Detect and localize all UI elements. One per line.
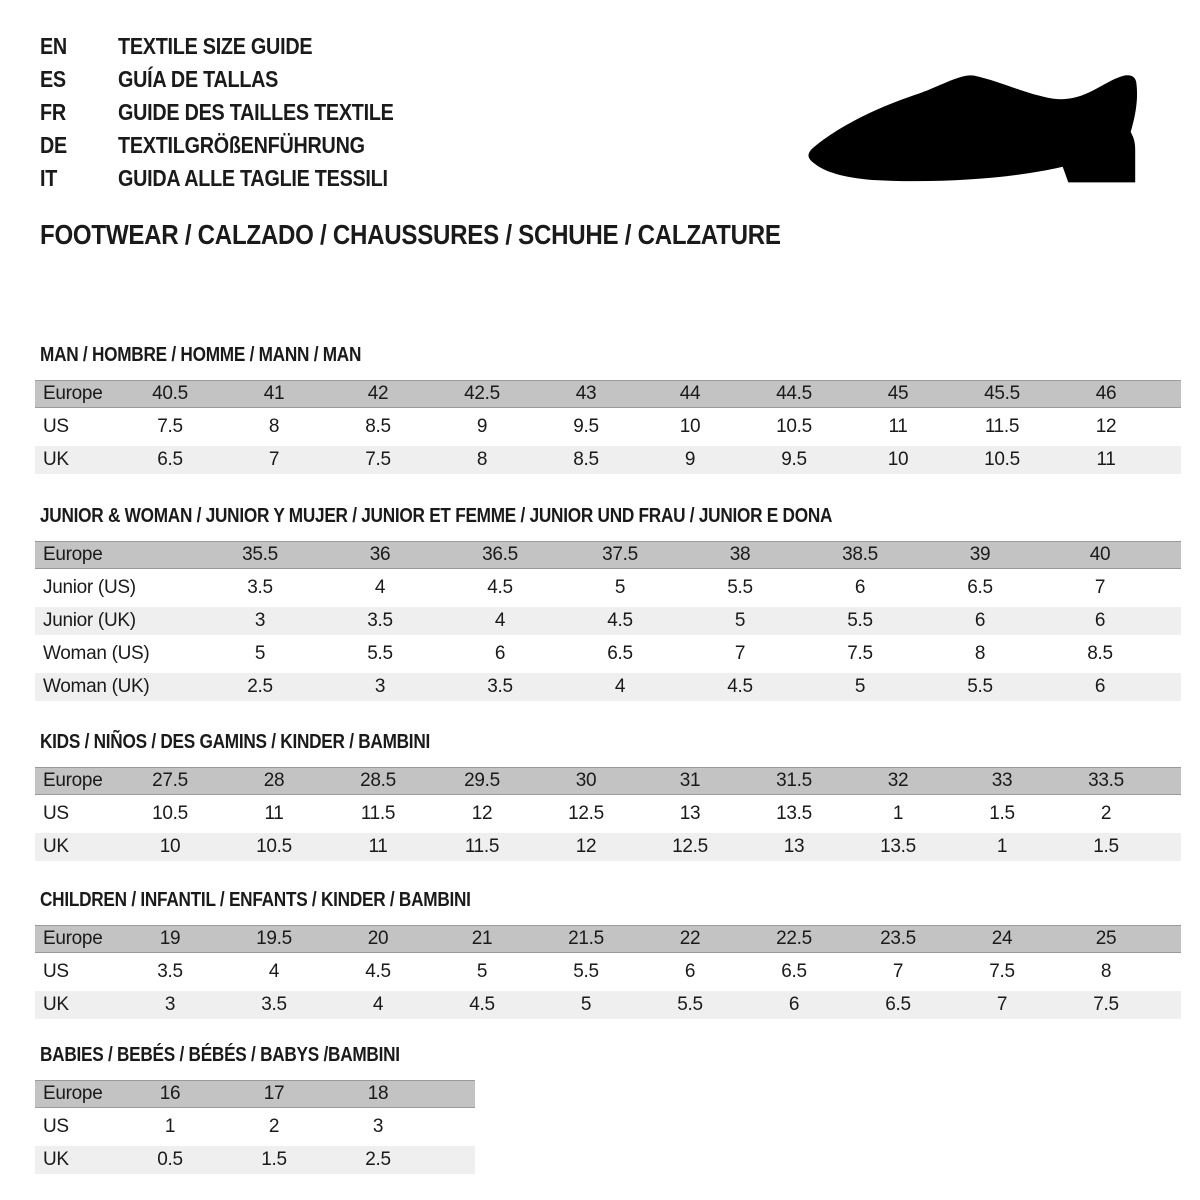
- language-code: DE: [40, 132, 67, 158]
- language-label: GUIDA ALLE TAGLIE TESSILI: [118, 165, 388, 191]
- size-cell: 13: [742, 833, 846, 861]
- table-row: [35, 833, 1181, 861]
- size-cell: 2.5: [326, 1146, 430, 1174]
- table-row: [35, 958, 1181, 986]
- table-row: [35, 800, 1181, 828]
- size-cell: 19.5: [222, 925, 326, 953]
- size-cell: 7.5: [1054, 991, 1158, 1019]
- size-table-junior-woman: [35, 536, 1181, 706]
- row-filler-cell: [1158, 767, 1181, 795]
- size-cell: 6.5: [920, 574, 1040, 602]
- size-table-man: [35, 375, 1181, 479]
- table-row: [35, 673, 1181, 701]
- size-cell: 5.5: [800, 607, 920, 635]
- size-cell: 1: [846, 800, 950, 828]
- size-cell: 12.5: [534, 800, 638, 828]
- row-filler-cell: [1158, 800, 1181, 828]
- language-row-en: [40, 30, 439, 63]
- size-cell: 31.5: [742, 767, 846, 795]
- size-cell: 6.5: [560, 640, 680, 668]
- size-cell: 10.5: [950, 446, 1054, 474]
- size-cell: 29.5: [430, 767, 534, 795]
- size-cell: 11: [222, 800, 326, 828]
- size-cell: 5: [680, 607, 800, 635]
- size-cell: 18: [326, 1080, 430, 1108]
- size-cell: 3: [326, 1113, 430, 1141]
- table-row: [35, 767, 1181, 795]
- size-cell: 11: [846, 413, 950, 441]
- row-filler-cell: [1158, 413, 1181, 441]
- size-cell: 40.5: [118, 380, 222, 408]
- size-cell: 19: [118, 925, 222, 953]
- language-row-de: [40, 129, 439, 162]
- size-cell: 2: [222, 1113, 326, 1141]
- size-cell: 7.5: [118, 413, 222, 441]
- language-code: FR: [40, 99, 66, 125]
- row-label: UK: [35, 833, 118, 861]
- row-filler-cell: [1160, 541, 1181, 569]
- table-row: [35, 380, 1181, 408]
- size-cell: 32: [846, 767, 950, 795]
- language-code: IT: [40, 165, 58, 191]
- size-cell: 38.5: [800, 541, 920, 569]
- size-cell: 10: [118, 833, 222, 861]
- size-cell: 5.5: [320, 640, 440, 668]
- row-label: Junior (US): [35, 574, 200, 602]
- size-cell: 4: [440, 607, 560, 635]
- size-cell: 6: [800, 574, 920, 602]
- size-cell: 11: [1054, 446, 1158, 474]
- size-cell: 8: [430, 446, 534, 474]
- size-cell: 3.5: [320, 607, 440, 635]
- size-cell: 5.5: [638, 991, 742, 1019]
- size-cell: 30: [534, 767, 638, 795]
- size-cell: 33: [950, 767, 1054, 795]
- section-man: [35, 344, 1181, 479]
- size-cell: 40: [1040, 541, 1160, 569]
- size-cell: 7: [950, 991, 1054, 1019]
- row-filler-cell: [1160, 640, 1181, 668]
- section-title: BABIES / BEBÉS / BÉBÉS / BABYS /BAMBINI: [40, 1044, 400, 1066]
- section-babies: [35, 1044, 475, 1179]
- size-cell: 1.5: [950, 800, 1054, 828]
- size-cell: 12: [430, 800, 534, 828]
- size-cell: 39: [920, 541, 1040, 569]
- row-filler-cell: [1158, 958, 1181, 986]
- row-label: UK: [35, 446, 118, 474]
- size-cell: 7: [680, 640, 800, 668]
- size-cell: 27.5: [118, 767, 222, 795]
- size-cell: 7.5: [326, 446, 430, 474]
- size-cell: 6: [440, 640, 560, 668]
- row-label: US: [35, 413, 118, 441]
- size-cell: 5: [200, 640, 320, 668]
- language-code: ES: [40, 66, 66, 92]
- size-cell: 8.5: [534, 446, 638, 474]
- language-row-fr: [40, 96, 439, 129]
- size-cell: 10.5: [742, 413, 846, 441]
- row-filler-cell: [430, 1146, 475, 1174]
- table-row: [35, 541, 1181, 569]
- size-cell: 11.5: [326, 800, 430, 828]
- size-cell: 5: [560, 574, 680, 602]
- row-filler-cell: [1158, 380, 1181, 408]
- category-heading: FOOTWEAR / CALZADO / CHAUSSURES / SCHUHE / CALZATURE: [40, 219, 781, 250]
- row-label: Europe: [35, 1080, 118, 1108]
- size-cell: 3.5: [200, 574, 320, 602]
- size-cell: 4: [560, 673, 680, 701]
- size-cell: 46: [1054, 380, 1158, 408]
- table-row: [35, 1146, 475, 1174]
- size-cell: 44.5: [742, 380, 846, 408]
- row-label: Junior (UK): [35, 607, 200, 635]
- section-title: JUNIOR & WOMAN / JUNIOR Y MUJER / JUNIOR ET FEMME / JUNIOR UND FRAU / JUNIOR E DONA: [40, 505, 833, 527]
- size-cell: 44: [638, 380, 742, 408]
- size-cell: 11.5: [950, 413, 1054, 441]
- size-cell: 1: [950, 833, 1054, 861]
- row-filler-cell: [1160, 607, 1181, 635]
- size-cell: 33.5: [1054, 767, 1158, 795]
- size-cell: 7.5: [950, 958, 1054, 986]
- size-cell: 8: [1054, 958, 1158, 986]
- row-filler-cell: [1158, 991, 1181, 1019]
- language-label: TEXTILGRÖßENFÜHRUNG: [118, 132, 365, 158]
- row-label: Europe: [35, 767, 118, 795]
- size-cell: 42: [326, 380, 430, 408]
- size-cell: 1.5: [1054, 833, 1158, 861]
- size-cell: 6: [638, 958, 742, 986]
- size-cell: 10.5: [222, 833, 326, 861]
- size-cell: 36: [320, 541, 440, 569]
- size-cell: 6.5: [846, 991, 950, 1019]
- size-cell: 3: [320, 673, 440, 701]
- size-cell: 38: [680, 541, 800, 569]
- size-cell: 11.5: [430, 833, 534, 861]
- size-cell: 43: [534, 380, 638, 408]
- size-cell: 7: [222, 446, 326, 474]
- language-label: TEXTILE SIZE GUIDE: [118, 33, 313, 59]
- size-cell: 41: [222, 380, 326, 408]
- size-cell: 4: [222, 958, 326, 986]
- size-cell: 10: [846, 446, 950, 474]
- size-cell: 2.5: [200, 673, 320, 701]
- size-cell: 4.5: [326, 958, 430, 986]
- size-table-children: [35, 920, 1181, 1024]
- size-cell: 12: [1054, 413, 1158, 441]
- size-cell: 4.5: [430, 991, 534, 1019]
- size-cell: 10: [638, 413, 742, 441]
- size-cell: 28: [222, 767, 326, 795]
- size-cell: 20: [326, 925, 430, 953]
- row-filler-cell: [1160, 673, 1181, 701]
- size-cell: 9: [638, 446, 742, 474]
- size-cell: 3: [118, 991, 222, 1019]
- size-cell: 3.5: [118, 958, 222, 986]
- row-label: Europe: [35, 541, 200, 569]
- size-cell: 7: [1040, 574, 1160, 602]
- language-row-it: [40, 162, 439, 195]
- size-cell: 4: [326, 991, 430, 1019]
- size-cell: 24: [950, 925, 1054, 953]
- row-filler-cell: [1160, 574, 1181, 602]
- size-cell: 9: [430, 413, 534, 441]
- size-cell: 17: [222, 1080, 326, 1108]
- size-cell: 5.5: [534, 958, 638, 986]
- size-cell: 28.5: [326, 767, 430, 795]
- language-row-es: [40, 63, 439, 96]
- language-code: EN: [40, 33, 67, 59]
- size-cell: 4.5: [680, 673, 800, 701]
- size-cell: 10.5: [118, 800, 222, 828]
- size-cell: 45: [846, 380, 950, 408]
- language-label: GUÍA DE TALLAS: [118, 66, 279, 92]
- size-cell: 6: [742, 991, 846, 1019]
- size-cell: 42.5: [430, 380, 534, 408]
- language-title-block: [40, 30, 439, 195]
- row-label: Woman (US): [35, 640, 200, 668]
- row-filler-cell: [430, 1113, 475, 1141]
- section-junior-woman: [35, 505, 1181, 706]
- size-cell: 6.5: [118, 446, 222, 474]
- size-cell: 8.5: [1040, 640, 1160, 668]
- size-cell: 3.5: [440, 673, 560, 701]
- size-cell: 4.5: [440, 574, 560, 602]
- size-cell: 21.5: [534, 925, 638, 953]
- table-row: [35, 413, 1181, 441]
- size-cell: 3.5: [222, 991, 326, 1019]
- size-cell: 45.5: [950, 380, 1054, 408]
- size-cell: 2: [1054, 800, 1158, 828]
- size-cell: 22.5: [742, 925, 846, 953]
- dress-shoe-icon: [802, 66, 1142, 186]
- table-row: [35, 991, 1181, 1019]
- size-cell: 25: [1054, 925, 1158, 953]
- size-cell: 5: [800, 673, 920, 701]
- size-cell: 11: [326, 833, 430, 861]
- size-cell: 13: [638, 800, 742, 828]
- row-filler-cell: [1158, 925, 1181, 953]
- table-row: [35, 640, 1181, 668]
- section-title: MAN / HOMBRE / HOMME / MANN / MAN: [40, 344, 362, 366]
- row-label: US: [35, 958, 118, 986]
- size-cell: 4: [320, 574, 440, 602]
- table-row: [35, 1080, 475, 1108]
- size-cell: 7.5: [800, 640, 920, 668]
- row-label: UK: [35, 1146, 118, 1174]
- row-label: Woman (UK): [35, 673, 200, 701]
- size-cell: 5.5: [920, 673, 1040, 701]
- size-cell: 36.5: [440, 541, 560, 569]
- table-row: [35, 1113, 475, 1141]
- size-cell: 5: [534, 991, 638, 1019]
- size-cell: 31: [638, 767, 742, 795]
- size-cell: 0.5: [118, 1146, 222, 1174]
- size-cell: 6: [1040, 673, 1160, 701]
- size-cell: 1: [118, 1113, 222, 1141]
- size-cell: 4.5: [560, 607, 680, 635]
- row-label: Europe: [35, 380, 118, 408]
- size-cell: 6.5: [742, 958, 846, 986]
- size-cell: 9.5: [742, 446, 846, 474]
- size-cell: 22: [638, 925, 742, 953]
- size-cell: 13.5: [846, 833, 950, 861]
- size-cell: 1.5: [222, 1146, 326, 1174]
- size-cell: 8: [222, 413, 326, 441]
- size-cell: 23.5: [846, 925, 950, 953]
- size-cell: 6: [1040, 607, 1160, 635]
- size-cell: 37.5: [560, 541, 680, 569]
- size-cell: 8.5: [326, 413, 430, 441]
- size-cell: 35.5: [200, 541, 320, 569]
- size-cell: 12.5: [638, 833, 742, 861]
- row-label: Europe: [35, 925, 118, 953]
- row-label: UK: [35, 991, 118, 1019]
- section-title: KIDS / NIÑOS / DES GAMINS / KINDER / BAMBINI: [40, 731, 431, 753]
- language-label: GUIDE DES TAILLES TEXTILE: [118, 99, 394, 125]
- section-title: CHILDREN / INFANTIL / ENFANTS / KINDER / BAMBINI: [40, 889, 471, 911]
- size-cell: 21: [430, 925, 534, 953]
- table-row: [35, 607, 1181, 635]
- row-label: US: [35, 800, 118, 828]
- row-filler-cell: [1158, 833, 1181, 861]
- size-cell: 3: [200, 607, 320, 635]
- size-table-babies: [35, 1075, 475, 1179]
- size-cell: 12: [534, 833, 638, 861]
- row-filler-cell: [430, 1080, 475, 1108]
- section-kids: [35, 731, 1181, 866]
- section-children: [35, 889, 1181, 1024]
- size-cell: 5.5: [680, 574, 800, 602]
- size-cell: 16: [118, 1080, 222, 1108]
- table-row: [35, 446, 1181, 474]
- size-cell: 13.5: [742, 800, 846, 828]
- size-table-kids: [35, 762, 1181, 866]
- table-row: [35, 925, 1181, 953]
- row-label: US: [35, 1113, 118, 1141]
- size-cell: 6: [920, 607, 1040, 635]
- size-cell: 8: [920, 640, 1040, 668]
- size-cell: 7: [846, 958, 950, 986]
- table-row: [35, 574, 1181, 602]
- row-filler-cell: [1158, 446, 1181, 474]
- size-cell: 9.5: [534, 413, 638, 441]
- size-cell: 5: [430, 958, 534, 986]
